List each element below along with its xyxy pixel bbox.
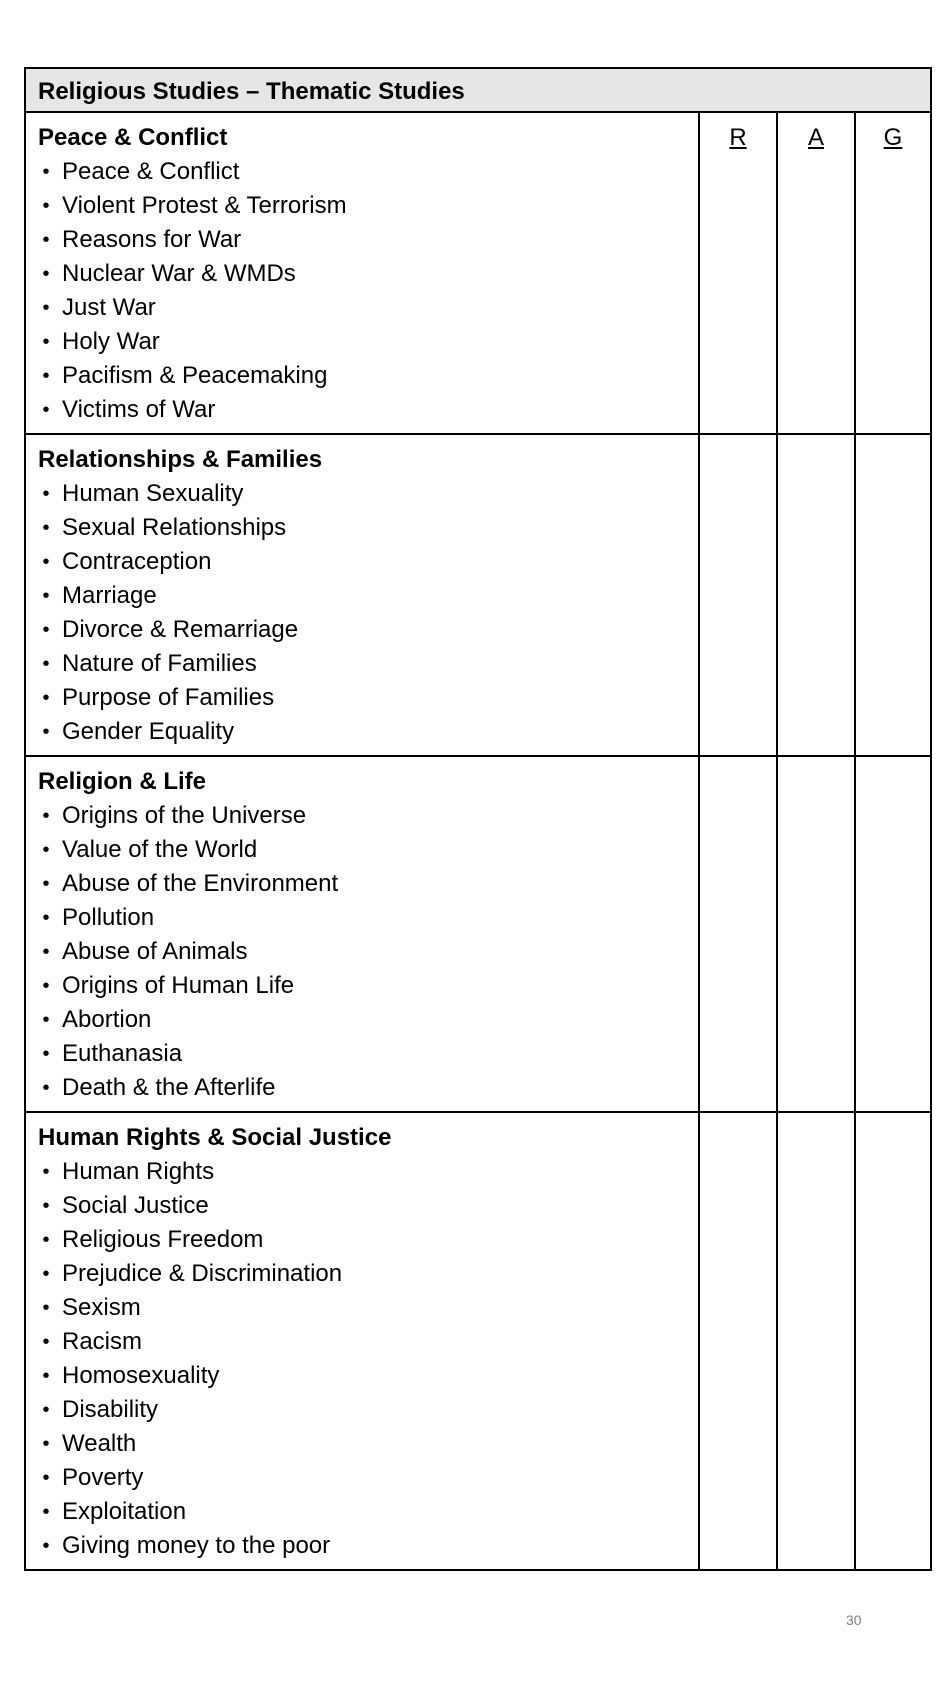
list-item <box>38 257 686 291</box>
section-row <box>25 112 931 434</box>
bullet-icon: • <box>42 1535 50 1557</box>
topic-label: Reasons for War <box>62 226 242 253</box>
topic-label: Peace & Conflict <box>62 158 240 185</box>
bullet-icon: • <box>42 941 50 963</box>
topic-label: Abuse of Animals <box>62 938 248 965</box>
list-item <box>38 1189 686 1223</box>
list-item <box>38 647 686 681</box>
list-item <box>38 1291 686 1325</box>
bullet-icon: • <box>42 907 50 929</box>
list-item <box>38 1359 686 1393</box>
list-item <box>38 155 686 189</box>
topic-label: Homosexuality <box>62 1362 220 1389</box>
rag-cell-r[interactable] <box>699 1112 777 1570</box>
bullet-icon: • <box>42 975 50 997</box>
list-item <box>38 359 686 393</box>
rag-header-g: G <box>883 124 903 151</box>
section-topics-cell <box>25 112 699 434</box>
list-item <box>38 1495 686 1529</box>
topic-label: Gender Equality <box>62 718 235 745</box>
bullet-icon: • <box>42 839 50 861</box>
topic-label: Origins of Human Life <box>62 972 295 999</box>
section-topic-list <box>38 799 686 1105</box>
topic-label: Prejudice & Discrimination <box>62 1260 343 1287</box>
topic-label: Human Rights <box>62 1158 215 1185</box>
topic-label: Wealth <box>62 1430 137 1457</box>
topic-label: Origins of the Universe <box>62 802 307 829</box>
topic-label: Euthanasia <box>62 1040 183 1067</box>
rag-cell-a[interactable] <box>777 756 855 1112</box>
list-item <box>38 579 686 613</box>
rag-cell-a[interactable] <box>777 1112 855 1570</box>
list-item <box>38 1071 686 1105</box>
section-row <box>25 434 931 756</box>
topic-label: Pollution <box>62 904 155 931</box>
bullet-icon: • <box>42 229 50 251</box>
topic-label: Divorce & Remarriage <box>62 616 299 643</box>
topic-label: Poverty <box>62 1464 144 1491</box>
bullet-icon: • <box>42 1263 50 1285</box>
bullet-icon: • <box>42 1399 50 1421</box>
section-row <box>25 1112 931 1570</box>
topic-label: Giving money to the poor <box>62 1532 331 1559</box>
bullet-icon: • <box>42 687 50 709</box>
bullet-icon: • <box>42 1195 50 1217</box>
list-item <box>38 969 686 1003</box>
list-item <box>38 613 686 647</box>
section-topic-list <box>38 155 686 427</box>
list-item <box>38 325 686 359</box>
topic-label: Exploitation <box>62 1498 187 1525</box>
topic-label: Value of the World <box>62 836 258 863</box>
topic-label: Abuse of the Environment <box>62 870 339 897</box>
topic-label: Holy War <box>62 328 160 355</box>
bullet-icon: • <box>42 1161 50 1183</box>
list-item <box>38 477 686 511</box>
list-item <box>38 1037 686 1071</box>
topic-label: Sexual Relationships <box>62 514 287 541</box>
section-topic-list <box>38 477 686 749</box>
bullet-icon: • <box>42 263 50 285</box>
bullet-icon: • <box>42 195 50 217</box>
thematic-studies-table <box>24 67 932 1571</box>
rag-cell-r[interactable] <box>699 112 777 434</box>
list-item <box>38 1155 686 1189</box>
topic-label: Purpose of Families <box>62 684 275 711</box>
topic-label: Marriage <box>62 582 157 609</box>
bullet-icon: • <box>42 1297 50 1319</box>
rag-cell-r[interactable] <box>699 756 777 1112</box>
list-item <box>38 1257 686 1291</box>
list-item <box>38 189 686 223</box>
bullet-icon: • <box>42 517 50 539</box>
bullet-icon: • <box>42 1077 50 1099</box>
topic-label: Just War <box>62 294 156 321</box>
rag-cell-g[interactable] <box>855 1112 931 1570</box>
bullet-icon: • <box>42 585 50 607</box>
section-topics-cell <box>25 1112 699 1570</box>
bullet-icon: • <box>42 483 50 505</box>
list-item <box>38 223 686 257</box>
section-title: Religion & Life <box>38 768 206 795</box>
topic-label: Abortion <box>62 1006 152 1033</box>
bullet-icon: • <box>42 1331 50 1353</box>
rag-cell-g[interactable] <box>855 756 931 1112</box>
rag-cell-a[interactable] <box>777 112 855 434</box>
list-item <box>38 1003 686 1037</box>
bullet-icon: • <box>42 365 50 387</box>
list-item <box>38 1325 686 1359</box>
table-title: Religious Studies – Thematic Studies <box>25 68 931 112</box>
bullet-icon: • <box>42 619 50 641</box>
list-item <box>38 681 686 715</box>
section-topic-list <box>38 1155 686 1563</box>
rag-cell-a[interactable] <box>777 434 855 756</box>
topic-label: Pacifism & Peacemaking <box>62 362 328 389</box>
bullet-icon: • <box>42 1009 50 1031</box>
bullet-icon: • <box>42 873 50 895</box>
bullet-icon: • <box>42 1229 50 1251</box>
topic-label: Racism <box>62 1328 143 1355</box>
list-item <box>38 935 686 969</box>
topic-label: Disability <box>62 1396 159 1423</box>
list-item <box>38 393 686 427</box>
topic-label: Violent Protest & Terrorism <box>62 192 347 219</box>
topic-label: Nuclear War & WMDs <box>62 260 296 287</box>
list-item <box>38 1393 686 1427</box>
list-item <box>38 1461 686 1495</box>
table-header-row <box>25 68 931 112</box>
bullet-icon: • <box>42 551 50 573</box>
section-title: Relationships & Families <box>38 446 323 473</box>
list-item <box>38 1223 686 1257</box>
bullet-icon: • <box>42 721 50 743</box>
page-number: 30 <box>846 1612 862 1628</box>
topic-label: Nature of Families <box>62 650 257 677</box>
list-item <box>38 867 686 901</box>
list-item <box>38 291 686 325</box>
list-item <box>38 833 686 867</box>
section-row <box>25 756 931 1112</box>
section-title: Peace & Conflict <box>38 124 228 151</box>
rag-header-r: R <box>729 124 747 151</box>
list-item <box>38 1427 686 1461</box>
bullet-icon: • <box>42 1467 50 1489</box>
topic-label: Social Justice <box>62 1192 209 1219</box>
bullet-icon: • <box>42 297 50 319</box>
topic-label: Religious Freedom <box>62 1226 264 1253</box>
list-item <box>38 545 686 579</box>
section-topics-cell <box>25 756 699 1112</box>
bullet-icon: • <box>42 1433 50 1455</box>
topic-label: Sexism <box>62 1294 141 1321</box>
topic-label: Victims of War <box>62 396 216 423</box>
topic-label: Human Sexuality <box>62 480 244 507</box>
section-title: Human Rights & Social Justice <box>38 1124 392 1151</box>
list-item <box>38 799 686 833</box>
rag-cell-g[interactable] <box>855 112 931 434</box>
bullet-icon: • <box>42 331 50 353</box>
section-topics-cell <box>25 434 699 756</box>
bullet-icon: • <box>42 1501 50 1523</box>
bullet-icon: • <box>42 653 50 675</box>
list-item <box>38 511 686 545</box>
list-item <box>38 715 686 749</box>
list-item <box>38 901 686 935</box>
rag-cell-g[interactable] <box>855 434 931 756</box>
bullet-icon: • <box>42 805 50 827</box>
bullet-icon: • <box>42 1365 50 1387</box>
bullet-icon: • <box>42 161 50 183</box>
bullet-icon: • <box>42 399 50 421</box>
list-item <box>38 1529 686 1563</box>
bullet-icon: • <box>42 1043 50 1065</box>
topic-label: Contraception <box>62 548 212 575</box>
rag-cell-r[interactable] <box>699 434 777 756</box>
topic-label: Death & the Afterlife <box>62 1074 276 1101</box>
rag-header-a: A <box>807 124 824 151</box>
